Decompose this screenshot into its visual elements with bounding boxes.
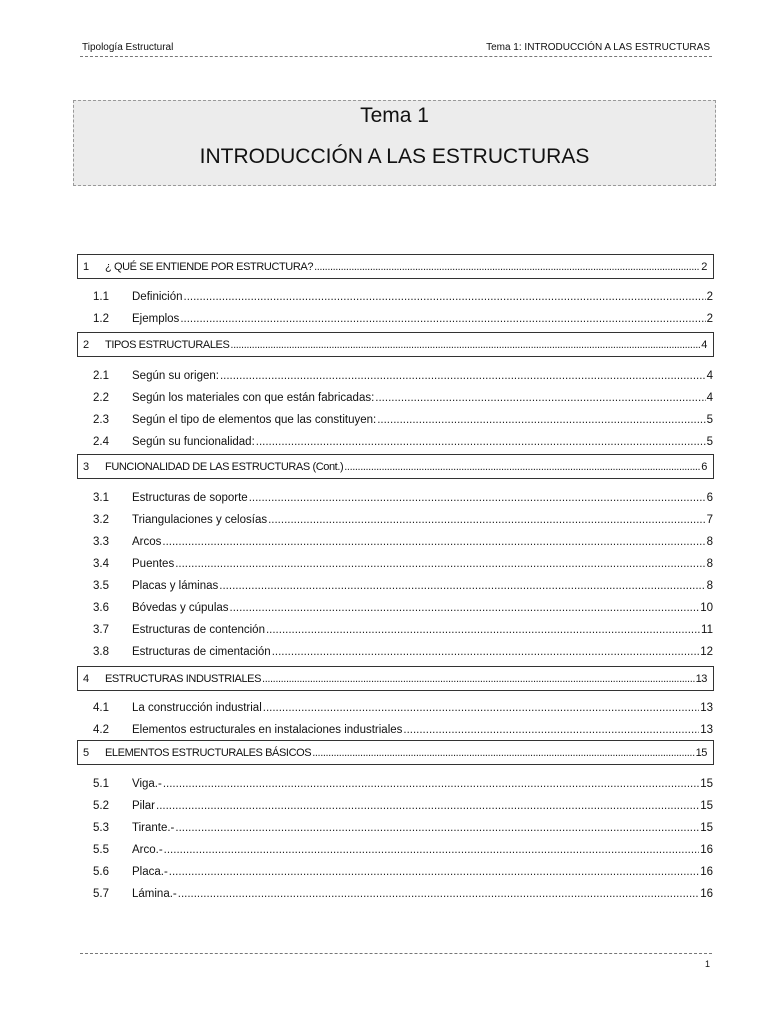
toc-entry-number: 3.7 bbox=[93, 624, 109, 636]
toc-entry-page: 6 bbox=[706, 492, 713, 504]
toc-entry-number: 5.7 bbox=[93, 888, 109, 900]
toc-subsection-row[interactable] bbox=[77, 698, 713, 714]
toc-dot-leader bbox=[262, 673, 695, 685]
toc-subsection-row[interactable] bbox=[77, 388, 713, 404]
header-right-text: Tema 1: INTRODUCCIÓN A LAS ESTRUCTURAS bbox=[486, 42, 710, 53]
toc-entry-title: Triangulaciones y celosías bbox=[132, 514, 268, 526]
toc-subsection-row[interactable] bbox=[77, 510, 713, 526]
toc-subsection-row[interactable] bbox=[77, 366, 713, 382]
toc-entry-page: 8 bbox=[706, 580, 713, 592]
toc-entry-title: Placas y láminas bbox=[132, 580, 219, 592]
toc-entry-title: Estructuras de cimentación bbox=[132, 646, 271, 658]
toc-entry-page: 15 bbox=[695, 746, 707, 759]
toc-dot-leader bbox=[249, 492, 706, 504]
toc-entry-number: 1.2 bbox=[93, 313, 109, 325]
toc-subsection-row[interactable] bbox=[77, 720, 713, 736]
toc-entry-title: Según los materiales con que están fabricadas: bbox=[132, 392, 375, 404]
toc-subsection-row[interactable] bbox=[77, 554, 713, 570]
toc-subsection-row[interactable] bbox=[77, 840, 713, 856]
toc-subsection-row[interactable] bbox=[77, 532, 713, 548]
toc-entry-number: 5.1 bbox=[93, 778, 109, 790]
toc-entry-title: Estructuras de contención bbox=[132, 624, 265, 636]
toc-entry-page: 13 bbox=[700, 724, 713, 736]
toc-dot-leader bbox=[314, 261, 700, 273]
toc-dot-leader bbox=[169, 866, 699, 878]
toc-subsection-row[interactable] bbox=[77, 884, 713, 900]
toc-dot-leader bbox=[180, 313, 705, 325]
toc-entry-title: TIPOS ESTRUCTURALES bbox=[105, 338, 230, 351]
toc-entry-title: Según el tipo de elementos que las constituyen: bbox=[132, 414, 377, 426]
toc-entry-number: 2.2 bbox=[93, 392, 109, 404]
toc-entry-title: Según su funcionalidad: bbox=[132, 436, 255, 448]
toc-entry-number: 3.6 bbox=[93, 602, 109, 614]
toc-entry-title: Estructuras de soporte bbox=[132, 492, 248, 504]
page-header bbox=[80, 42, 712, 57]
toc-entry-number: 2.1 bbox=[93, 370, 109, 382]
toc-entry-page: 2 bbox=[706, 313, 713, 325]
toc-entry-number: 2.4 bbox=[93, 436, 109, 448]
toc-entry-page: 15 bbox=[700, 822, 713, 834]
toc-dot-leader bbox=[263, 702, 699, 714]
toc-entry-page: 8 bbox=[706, 558, 713, 570]
toc-dot-leader bbox=[403, 724, 699, 736]
toc-entry-title: Elementos estructurales en instalaciones industriales bbox=[132, 724, 403, 736]
toc-entry-title: La construcción industrial bbox=[132, 702, 262, 714]
toc-subsection-row[interactable] bbox=[77, 309, 713, 325]
toc-entry-page: 15 bbox=[700, 800, 713, 812]
toc-entry-title: FUNCIONALIDAD DE LAS ESTRUCTURAS (Cont.) bbox=[105, 460, 344, 473]
toc-entry-number: 1 bbox=[83, 260, 89, 273]
toc-entry-page: 16 bbox=[700, 866, 713, 878]
toc-entry-page: 2 bbox=[701, 260, 707, 273]
toc-dot-leader bbox=[272, 646, 700, 658]
toc-entry-number: 1.1 bbox=[93, 291, 109, 303]
chapter-number: Tema 1 bbox=[360, 104, 429, 127]
toc-dot-leader bbox=[219, 580, 705, 592]
toc-entry-number: 3.1 bbox=[93, 492, 109, 504]
toc-entry-page: 4 bbox=[701, 338, 707, 351]
toc-entry-title: Placa.- bbox=[132, 866, 168, 878]
toc-section-row[interactable] bbox=[77, 666, 714, 691]
toc-subsection-row[interactable] bbox=[77, 287, 713, 303]
toc-dot-leader bbox=[312, 747, 694, 759]
toc-subsection-row[interactable] bbox=[77, 862, 713, 878]
toc-dot-leader bbox=[175, 558, 705, 570]
toc-entry-number: 3.3 bbox=[93, 536, 109, 548]
toc-subsection-row[interactable] bbox=[77, 796, 713, 812]
toc-entry-page: 11 bbox=[701, 624, 713, 636]
toc-entry-page: 5 bbox=[706, 436, 713, 448]
toc-subsection-row[interactable] bbox=[77, 488, 713, 504]
toc-entry-number: 4 bbox=[83, 672, 89, 685]
toc-dot-leader bbox=[184, 291, 706, 303]
toc-subsection-row[interactable] bbox=[77, 598, 713, 614]
page-footer bbox=[80, 953, 712, 969]
toc-dot-leader bbox=[377, 414, 705, 426]
toc-entry-page: 16 bbox=[700, 888, 713, 900]
toc-subsection-row[interactable] bbox=[77, 774, 713, 790]
toc-entry-number: 3 bbox=[83, 460, 89, 473]
toc-section-row[interactable] bbox=[77, 332, 714, 357]
toc-entry-title: Bóvedas y cúpulas bbox=[132, 602, 229, 614]
toc-entry-number: 3.8 bbox=[93, 646, 109, 658]
toc-subsection-row[interactable] bbox=[77, 432, 713, 448]
toc-entry-title: Pilar bbox=[132, 800, 156, 812]
toc-subsection-row[interactable] bbox=[77, 818, 713, 834]
chapter-title: INTRODUCCIÓN A LAS ESTRUCTURAS bbox=[199, 145, 590, 168]
toc-entry-page: 7 bbox=[706, 514, 713, 526]
toc-dot-leader bbox=[266, 624, 700, 636]
toc-dot-leader bbox=[230, 602, 700, 614]
toc-entry-number: 5.6 bbox=[93, 866, 109, 878]
page-number: 1 bbox=[704, 959, 710, 969]
toc-entry-page: 13 bbox=[700, 702, 713, 714]
toc-entry-number: 3.5 bbox=[93, 580, 109, 592]
toc-entry-number: 5.2 bbox=[93, 800, 109, 812]
toc-entry-title: Arcos bbox=[132, 536, 162, 548]
toc-entry-page: 8 bbox=[706, 536, 713, 548]
toc-entry-page: 4 bbox=[706, 370, 713, 382]
toc-entry-title: Tirante.- bbox=[132, 822, 175, 834]
toc-entry-number: 4.2 bbox=[93, 724, 109, 736]
toc-entry-title: ESTRUCTURAS INDUSTRIALES bbox=[105, 672, 262, 685]
toc-entry-page: 10 bbox=[700, 602, 713, 614]
toc-subsection-row[interactable] bbox=[77, 620, 713, 636]
header-left-text: Tipología Estructural bbox=[82, 42, 174, 53]
toc-dot-leader bbox=[375, 392, 705, 404]
toc-entry-title: Lámina.- bbox=[132, 888, 177, 900]
toc-dot-leader bbox=[220, 370, 706, 382]
toc-dot-leader bbox=[230, 339, 700, 351]
toc-subsection-row[interactable] bbox=[77, 410, 713, 426]
toc-entry-number: 3.4 bbox=[93, 558, 109, 570]
toc-entry-title: Puentes bbox=[132, 558, 175, 570]
toc-entry-title: Definición bbox=[132, 291, 183, 303]
toc-subsection-row[interactable] bbox=[77, 576, 713, 592]
toc-entry-number: 5.3 bbox=[93, 822, 109, 834]
toc-entry-title: Según su origen: bbox=[132, 370, 219, 382]
toc-entry-page: 13 bbox=[695, 672, 707, 685]
toc-dot-leader bbox=[256, 436, 706, 448]
toc-section-row[interactable] bbox=[77, 254, 714, 279]
toc-entry-page: 5 bbox=[706, 414, 713, 426]
toc-dot-leader bbox=[162, 536, 705, 548]
toc-entry-page: 12 bbox=[700, 646, 713, 658]
toc-entry-number: 3.2 bbox=[93, 514, 109, 526]
toc-entry-title: ¿ QUÉ SE ENTIENDE POR ESTRUCTURA? bbox=[105, 260, 314, 273]
title-box bbox=[73, 100, 716, 186]
toc-dot-leader bbox=[344, 461, 700, 473]
toc-dot-leader bbox=[178, 888, 699, 900]
toc-entry-number: 2.3 bbox=[93, 414, 109, 426]
toc-subsection-row[interactable] bbox=[77, 642, 713, 658]
toc-entry-title: Ejemplos bbox=[132, 313, 180, 325]
toc-dot-leader bbox=[163, 778, 699, 790]
toc-entry-page: 6 bbox=[701, 460, 707, 473]
toc-entry-number: 4.1 bbox=[93, 702, 109, 714]
toc-entry-page: 2 bbox=[706, 291, 713, 303]
toc-section-row[interactable] bbox=[77, 454, 714, 479]
toc-entry-page: 4 bbox=[706, 392, 713, 404]
toc-entry-page: 15 bbox=[700, 778, 713, 790]
toc-entry-title: Arco.- bbox=[132, 844, 163, 856]
toc-entry-number: 5.5 bbox=[93, 844, 109, 856]
toc-entry-title: Viga.- bbox=[132, 778, 162, 790]
toc-entry-number: 2 bbox=[83, 338, 89, 351]
toc-dot-leader bbox=[164, 844, 700, 856]
toc-section-row[interactable] bbox=[77, 740, 714, 765]
toc-entry-page: 16 bbox=[700, 844, 713, 856]
toc-dot-leader bbox=[175, 822, 699, 834]
toc-entry-title: ELEMENTOS ESTRUCTURALES BÁSICOS bbox=[105, 746, 312, 759]
toc-entry-number: 5 bbox=[83, 746, 89, 759]
toc-dot-leader bbox=[268, 514, 706, 526]
toc-dot-leader bbox=[156, 800, 699, 812]
